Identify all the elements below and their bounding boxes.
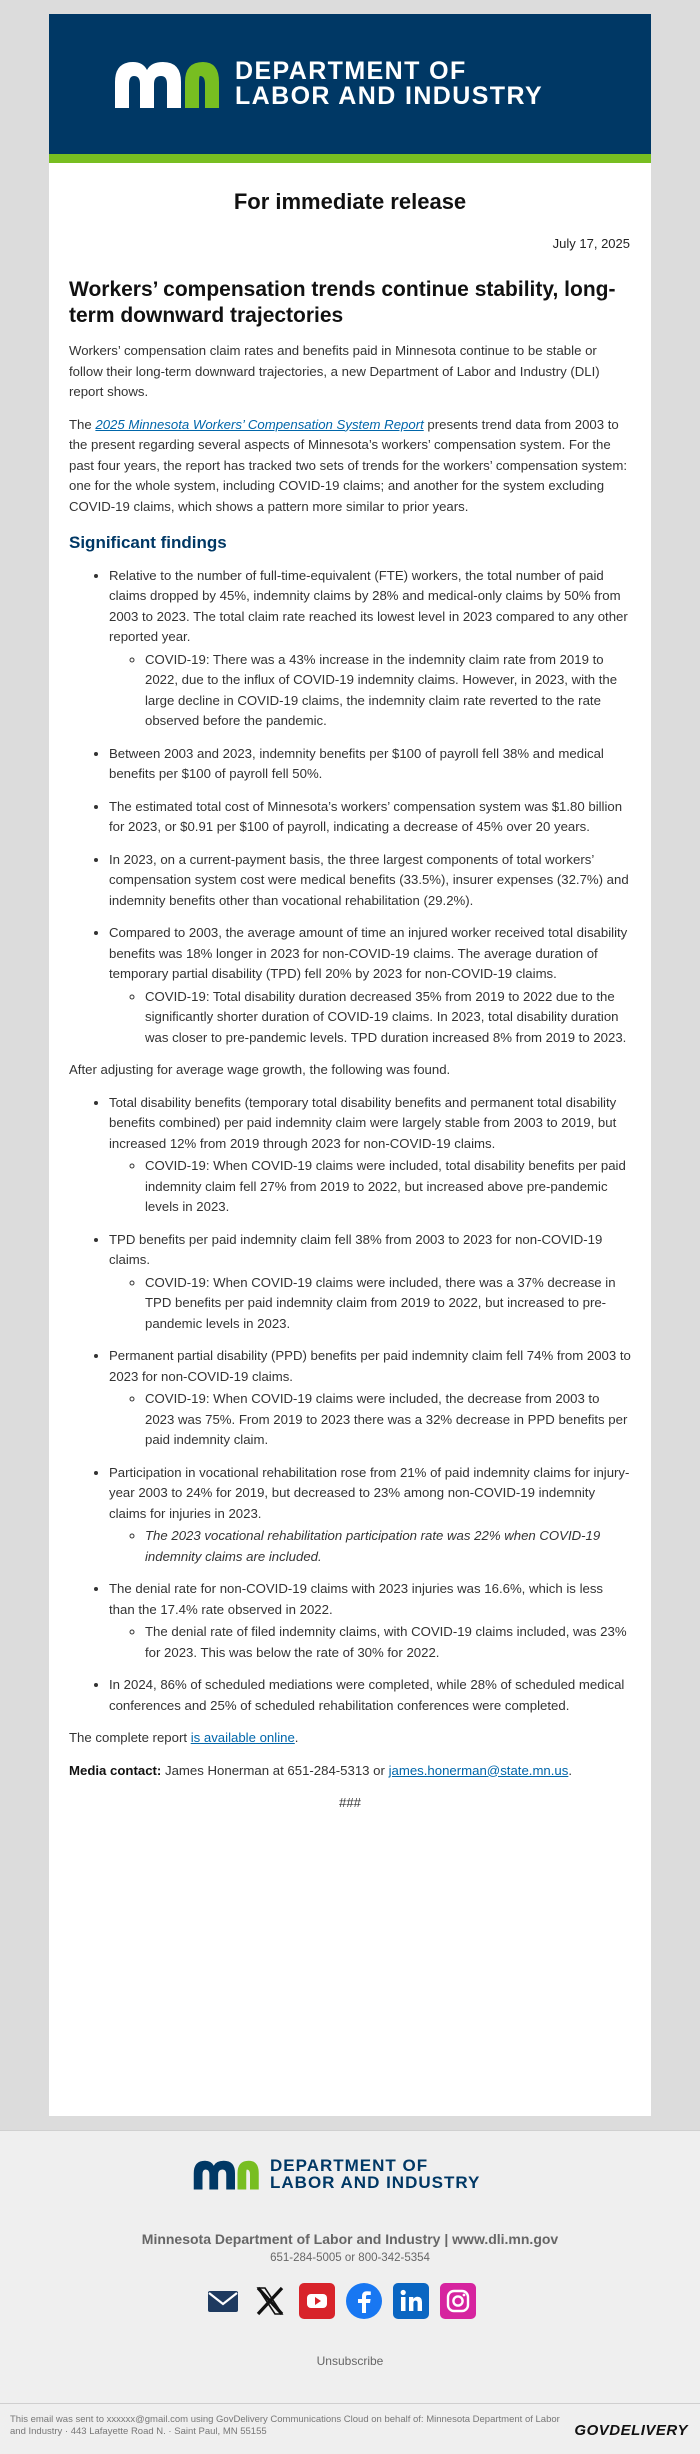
facebook-icon[interactable] [346,2283,382,2319]
youtube-icon[interactable] [299,2283,335,2319]
wage-finding-subitem: ◦ The 2023 vocational rehabilitation participation rate was 22% when COVID-19 indemnity claims are included. [145,1526,631,1567]
finding-item [109,923,631,1048]
instagram-icon[interactable] [440,2283,476,2319]
wage-finding-item [109,1463,631,1568]
media-contact-suffix: . [568,1762,573,1778]
footer-fine-print: This email was sent to xxxxxx@gmail.com using GovDelivery Communications Cloud on behalf of: Minnesota Department of Labor and Industry · 443 Lafayette Road N. · Saint Paul, MN 55155 [10,2414,560,2437]
unsubscribe-link[interactable]: Unsubscribe [316,2354,384,2368]
findings-heading: Significant findings [69,533,227,552]
finding-item [109,566,631,732]
wage-finding-text: Participation in vocational rehabilitation rose from 21% of paid indemnity claims for injury-year 2003 to 24% for 2019, but decreased to 23% among non-COVID-19 indemnity claims for injuries in 2023. [109,1464,630,1521]
header-green-stripe [49,154,651,163]
finding-text: Compared to 2003, the average amount of time an injured worker received total disability benefits was 18% longer in 2023 for non-COVID-19 claims. The average duration of temporary partial disability (TPD) fell 20% by 2023 for non-COVID-19 claims. [109,925,628,981]
dli-logo-text [235,59,543,109]
wage-finding-item [109,1230,631,1335]
email-footer [0,2130,700,2454]
wage-finding-text: Permanent partial disability (PPD) benefits per paid indemnity claim fell 74% from 2003 to 2023 for non-COVID-19 claims. [109,1348,631,1384]
intro-paragraph: Workers’ compensation claim rates and benefits paid in Minnesota continue to be stable or follow their long-term downward trajectories, a new Department of Labor and Industry (DLI) report shows. [69,343,600,399]
dli-logo[interactable] [109,58,543,110]
end-mark: ### [338,1795,361,1810]
org-line-2: LABOR AND INDUSTRY [235,82,544,110]
wage-finding-subitem: ◦ COVID-19: When COVID-19 claims were included, there was a 37% decrease in TPD benefits per paid indemnity claim from 2019 to 2022, but increased to pre-pandemic levels in 2023. [145,1273,631,1335]
wage-finding-subitem: ◦ The denial rate of filed indemnity claims, with COVID-19 claims included, was 23% for 2023. This was below the rate of 30% for 2022. [145,1622,631,1663]
complete-report-suffix: . [294,1730,299,1745]
footer-org-line-2: LABOR AND INDUSTRY [270,2173,481,2192]
social-links [205,2283,476,2319]
wage-finding-item [109,1579,631,1663]
report-online-link[interactable]: is available online [190,1730,295,1745]
report-paragraph-text: presents trend data from 2003 to the present regarding several aspects of Minnesota’s workers’ compensation system. For the past four years, the report has tracked two sets of trends for the workers’ compensation system: one for the whole system, including COVID-19 claims; and another for the system excluding COVID-19 claims, which shows a pattern more similar to prior years. [69,416,628,514]
header-banner [49,14,651,154]
wage-intro: After adjusting for average wage growth, the following was found. [69,1062,451,1077]
wage-finding-text: Total disability benefits (temporary total disability benefits and permanent total disability benefits combined) per paid indemnity claim were largely stable from 2003 to 2019, but increased 12% from 2019 through 2023 for non-COVID-19 claims. [109,1094,617,1151]
email-icon[interactable] [205,2283,241,2319]
finding-item: • In 2023, on a current-payment basis, the three largest components of total workers’ compensation system cost were medical benefits (33.5%), insurer expenses (32.7%) and indemnity benefits other than vocational rehabilitation (29.2%). [109,850,631,912]
footer-dli-logo[interactable] [190,2157,480,2191]
wage-finding-subitem: ◦ COVID-19: When COVID-19 claims were included, total disability benefits per paid indemnity claim fell 27% from 2019 to 2022, but increased above pre-pandemic levels in 2023. [145,1156,631,1218]
article-body [49,277,651,1814]
wage-finding-item: • In 2024, 86% of scheduled mediations were completed, while 28% of scheduled medical conferences and 25% of scheduled rehabilitation conferences were completed. [109,1675,631,1716]
wage-finding-text: The denial rate for non-COVID-19 claims with 2023 injuries was 16.6%, which is less than the 17.4% rate observed in 2022. [109,1581,604,1617]
footer-org-line-1: DEPARTMENT OF [270,2156,429,2175]
govdelivery-logo[interactable]: GOVDELIVERY [574,2422,688,2439]
complete-report-line [69,1728,631,1749]
finding-subitem: ◦ COVID-19: There was a 43% increase in the indemnity claim rate from 2019 to 2022, due to the influx of COVID-19 indemnity claims. However, in 2023, with the large decline in COVID-19 claims, the indemnity claim rate reverted to the rate observed before the pandemic. [145,650,631,732]
finding-text: Relative to the number of full-time-equivalent (FTE) workers, the total number of paid claims dropped by 45%, indemnity claims by 28% and medical-only claims by 50% from 2003 to 2023. The total claim rate reached its lowest level in 2023 compared to any other reported year. [109,567,628,644]
finding-item: • Between 2003 and 2023, indemnity benefits per $100 of payroll fell 38% and medical benefits per $100 of payroll fell 50%. [109,744,631,785]
org-line-1: DEPARTMENT OF [235,57,467,85]
wage-finding-text: TPD benefits per paid indemnity claim fell 38% from 2003 to 2023 for non-COVID-19 claims. [109,1231,603,1267]
media-email-link[interactable]: james.honerman@state.mn.us [388,1762,569,1778]
footer-org-name: Minnesota Department of Labor and Industry | www.dli.mn.gov [141,2231,559,2247]
wage-finding-item [109,1346,631,1451]
wage-findings-list [69,1093,631,1717]
wage-finding-subitem: ◦ COVID-19: When COVID-19 claims were included, the decrease from 2003 to 2023 was 75%. From 2019 to 2023 there was a 32% decrease in PPD benefits per paid indemnity claim. [145,1389,631,1451]
media-contact [69,1761,631,1782]
mn-logo-icon [109,58,221,110]
wage-finding-item [109,1093,631,1218]
release-date: July 17, 2025 [552,236,630,251]
media-contact-text: James Honerman at 651-284-5313 or [161,1762,389,1778]
finding-subitem: ◦ COVID-19: Total disability duration decreased 35% from 2019 to 2022 due to the significantly shorter duration of COVID-19 claims. In 2023, total disability duration was closer to pre-pandemic levels. TPD duration increased 8% from 2019 to 2023. [145,987,631,1049]
media-contact-label: Media contact: [69,1762,162,1778]
footer-phone: 651-284-5005 or 800-342-5354 [270,2252,430,2264]
footer-divider [0,2403,700,2404]
report-link[interactable]: 2025 Minnesota Workers’ Compensation System Report [95,416,424,432]
finding-item: • The estimated total cost of Minnesota’s workers’ compensation system was $1.80 billion for 2023, or $0.91 per $100 of payroll, indicating a decrease of 45% over 20 years. [109,797,631,838]
report-paragraph [69,415,631,518]
linkedin-icon[interactable] [393,2283,429,2319]
report-paragraph-prefix: The [69,416,96,432]
footer-logo-text [270,2157,480,2191]
findings-list [69,566,631,1049]
email-card [49,14,651,2116]
complete-report-prefix: The complete report [69,1730,191,1745]
x-icon[interactable] [252,2283,288,2319]
release-label: For immediate release [233,189,467,214]
headline: Workers’ compensation trends continue stability, long-term downward trajectories [69,278,616,327]
footer-mn-logo-icon [190,2158,260,2191]
